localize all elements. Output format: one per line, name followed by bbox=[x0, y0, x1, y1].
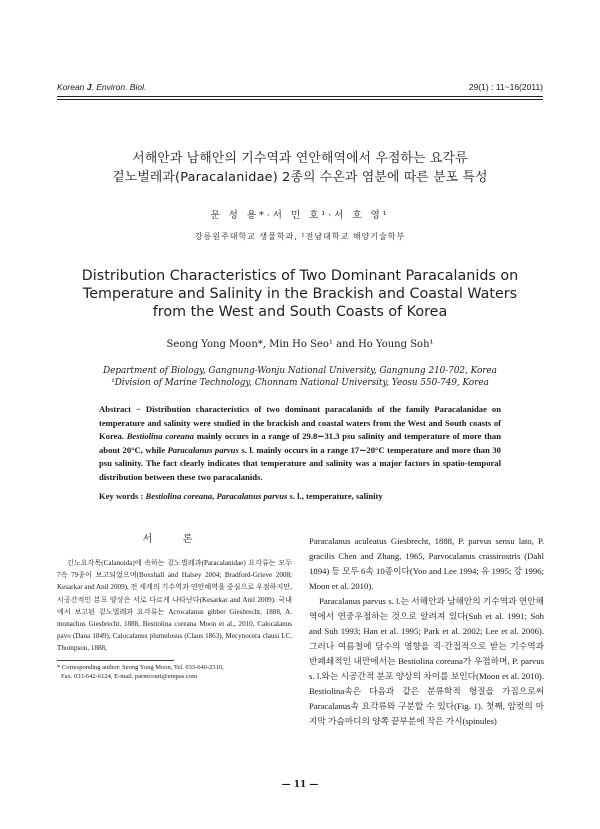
english-affiliation-2: ¹Division of Marine Technology, Chonnam National University, Yeosu 550-749, Korea bbox=[111, 378, 489, 388]
english-affiliation-1: Department of Biology, Gangnung-Wonju National University, Gangnung 210-702, Korea bbox=[103, 366, 497, 376]
header-rule-top bbox=[57, 96, 543, 97]
issue-info: 29(1) : 11~16(2011) bbox=[468, 82, 543, 92]
section-heading-introduction: 서 론 bbox=[142, 534, 207, 545]
running-header bbox=[57, 80, 543, 94]
body-column-right bbox=[309, 534, 544, 729]
intro-paragraph-1-cont: Paracalanus aculeatus Giesbrecht, 1888, P. parvus sensu lato, P. gracilis Chen and Zhang, 1965, Parvocalanus crassirostris (Dahl 1894) 등 모두 6속 10종이다(Yoo and Lee 1994; 유 1995; 강 1996; Moon et al. 2010). bbox=[309, 536, 544, 591]
korean-title-line2: 겉노벌레과(Paracalanidae) 2종의 수온과 염분에 따른 분포 특성 bbox=[112, 170, 488, 185]
keywords: Key words : Bestiolina coreana, Paracalanus parvus s. l., temperature, salinity bbox=[99, 491, 383, 501]
species-name: Paracalanus parvus bbox=[167, 444, 239, 455]
korean-affiliation: 강릉원주대학교 생물학과, ¹전남대학교 해양기술학부 bbox=[194, 232, 406, 241]
footnote-rule bbox=[57, 660, 174, 661]
english-authors: Seong Yong Moon*, Min Ho Seo¹ and Ho Young Soh¹ bbox=[166, 339, 434, 350]
korean-title-line1: 서해안과 남해안의 기수역과 연안해역에서 우점하는 요각류 bbox=[132, 151, 468, 166]
species-name: Bestiolina coreana bbox=[126, 431, 194, 442]
body-column-left bbox=[57, 533, 292, 655]
page-number: — 11 — bbox=[281, 780, 319, 790]
abstract: Abstract − Distribution characteristics of two dominant paracalanids of the family Paracalanidae on temperature and salinity were studied in the brackish and coastal waters from the West and South coasts of Korea. Bestiolina coreana mainly occurs in a range of 29.8∼31.3 psu salinity and temperature of more than about 20°C, while Paracalanus parvus s. l. mainly occurs in a range 17∼20°C temperature and more than 30 psu salinity. The fact clearly indicates that temperature and salinity was a major factors in spatio-temporal distribution between these two paracalanids. bbox=[99, 404, 501, 482]
intro-paragraph-1: 긴노요각목(Calanoida)에 속하는 겉노벌레과(Paracalanidae) 요각류는 모두 7속 79종이 보고되었으며(Boxshall and Halsey 2004; Bradford-Grieve 2008; Kesarkar and Anil 2009), 전 세계의 기수역과 연안해역을 중심으로 우점하지만, 시공간적인 분포 양상은 서로 다르게 나타난다(Kesarkar and Anil 2009). 국내에서 보고된 겉노벌레과 요각류는 Acrocalanus gibber Giesbrecht, 1888, A. monachus Giesbrecht, 1888, Bestiolina coreana Moon et al., 2010, Calocalanus pavo (Dana 1849), Calocalanus plumulosus (Claus 1863), Mecynocera clausi I.C. Thompson, 1888, bbox=[57, 559, 292, 653]
english-title-line3: from the West and South Coasts of Korea bbox=[152, 304, 448, 320]
korean-authors: 문 성 용*·서 민 호¹·서 호 영¹ bbox=[210, 210, 390, 221]
journal-name: Korean J. Environ. Biol. bbox=[57, 82, 147, 92]
corresponding-author-footnote: * Corresponding author: Seong Yong Moon, Tel. 033-640-2310, Fax. 033-642-6124, E-mail. parmcourt@empas.com bbox=[57, 664, 224, 680]
header-rule-bottom bbox=[57, 99, 543, 100]
english-title-line1: Distribution Characteristics of Two Dominant Paracalanids on bbox=[81, 268, 519, 284]
intro-paragraph-2: Paracalanus parvus s. l.는 서해안과 남해안의 기수역과 연안해역에서 연중우점하는 것으로 알려져 있다(Suh et al. 1991; Soh and Suh 1993; Han et al. 1995; Park et al. 2002; Lee et al. 2006). 그러나 여름철에 담수의 영향을 직·간접적으로 받는 기수역과 반폐쇄적인 내만에서는 Bestiolina coreana가 우점하며, P. parvus s. l.와는 시공간적 분포 양상의 차이를 보인다(Moon et al. 2010). Bestiolina속은 다음과 같은 분류학적 형질을 가짐으로써 Paracalanus속 요각류와 구분할 수 있다(Fig. 1). 첫째, 암컷의 마지막 가슴마디의 양쪽 끝부분에 작은 가시(spinules) bbox=[309, 596, 544, 726]
abstract-label: Abstract bbox=[99, 404, 131, 414]
english-title-line2: Temperature and Salinity in the Brackish and Coastal Waters bbox=[82, 286, 518, 302]
